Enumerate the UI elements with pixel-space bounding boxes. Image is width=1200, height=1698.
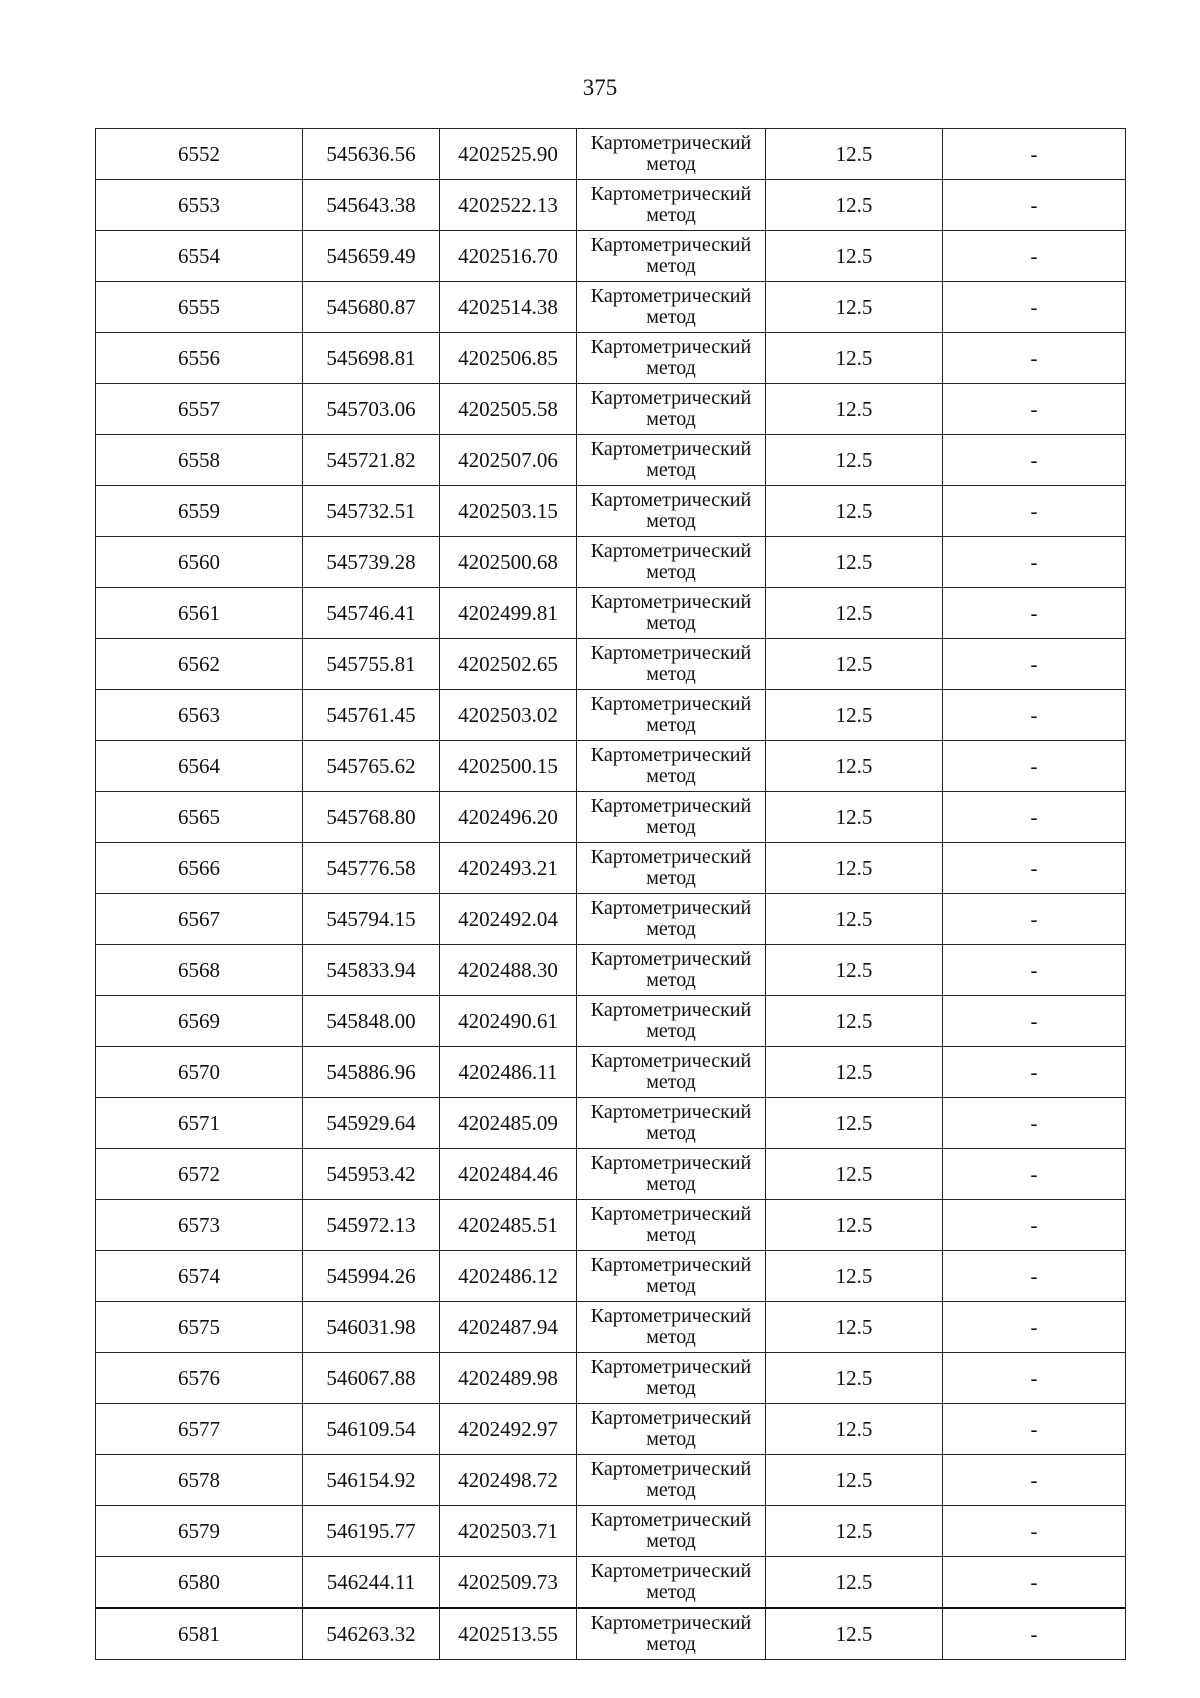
x-coordinate-cell: 545703.06 bbox=[303, 384, 440, 435]
point-id-cell: 6564 bbox=[96, 741, 303, 792]
method-line-2: метод bbox=[646, 1377, 696, 1399]
method-line-2: метод bbox=[646, 1581, 696, 1603]
method-line-2: метод bbox=[646, 1173, 696, 1195]
note-cell: - bbox=[943, 1506, 1126, 1557]
method-line-2: метод bbox=[646, 765, 696, 787]
note-cell: - bbox=[943, 1098, 1126, 1149]
y-coordinate-cell: 4202513.55 bbox=[440, 1608, 577, 1660]
table-row bbox=[96, 1608, 1126, 1660]
method-line-2: метод bbox=[646, 1224, 696, 1246]
x-coordinate-cell: 545848.00 bbox=[303, 996, 440, 1047]
method-line-1: Картометрический bbox=[590, 1509, 752, 1531]
method-line-2: метод bbox=[646, 1122, 696, 1144]
method-cell bbox=[577, 1200, 766, 1251]
method-line-2: метод bbox=[646, 867, 696, 889]
method-line-1: Картометрический bbox=[590, 744, 752, 766]
table-row bbox=[96, 1149, 1126, 1200]
method-line-2: метод bbox=[646, 255, 696, 277]
accuracy-cell: 12.5 bbox=[766, 129, 943, 180]
method-line-2: метод bbox=[646, 1071, 696, 1093]
accuracy-cell: 12.5 bbox=[766, 639, 943, 690]
method-cell bbox=[577, 129, 766, 180]
method-cell bbox=[577, 588, 766, 639]
method-line-2: метод bbox=[646, 816, 696, 838]
y-coordinate-cell: 4202514.38 bbox=[440, 282, 577, 333]
accuracy-cell: 12.5 bbox=[766, 1557, 943, 1609]
y-coordinate-cell: 4202485.51 bbox=[440, 1200, 577, 1251]
point-id-cell: 6572 bbox=[96, 1149, 303, 1200]
page-number: 375 bbox=[582, 75, 618, 100]
method-line-1: Картометрический bbox=[590, 489, 752, 511]
method-cell bbox=[577, 333, 766, 384]
x-coordinate-cell: 545721.82 bbox=[303, 435, 440, 486]
method-line-2: метод bbox=[646, 459, 696, 481]
method-line-2: метод bbox=[646, 510, 696, 532]
method-line-2: метод bbox=[646, 357, 696, 379]
accuracy-cell: 12.5 bbox=[766, 894, 943, 945]
point-id-cell: 6565 bbox=[96, 792, 303, 843]
method-line-2: метод bbox=[646, 918, 696, 940]
method-cell bbox=[577, 1557, 766, 1609]
table-row bbox=[96, 537, 1126, 588]
method-line-2: метод bbox=[646, 663, 696, 685]
method-line-2: метод bbox=[646, 1020, 696, 1042]
point-id-cell: 6570 bbox=[96, 1047, 303, 1098]
method-line-1: Картометрический bbox=[590, 1101, 752, 1123]
y-coordinate-cell: 4202503.15 bbox=[440, 486, 577, 537]
table-row bbox=[96, 1353, 1126, 1404]
method-cell bbox=[577, 1047, 766, 1098]
method-line-1: Картометрический bbox=[590, 948, 752, 970]
accuracy-cell: 12.5 bbox=[766, 1353, 943, 1404]
y-coordinate-cell: 4202498.72 bbox=[440, 1455, 577, 1506]
x-coordinate-cell: 545776.58 bbox=[303, 843, 440, 894]
x-coordinate-cell: 545739.28 bbox=[303, 537, 440, 588]
point-id-cell: 6576 bbox=[96, 1353, 303, 1404]
x-coordinate-cell: 545994.26 bbox=[303, 1251, 440, 1302]
point-id-cell: 6554 bbox=[96, 231, 303, 282]
point-id-cell: 6575 bbox=[96, 1302, 303, 1353]
method-line-2: метод bbox=[646, 408, 696, 430]
method-cell bbox=[577, 1149, 766, 1200]
accuracy-cell: 12.5 bbox=[766, 1608, 943, 1660]
method-cell bbox=[577, 180, 766, 231]
accuracy-cell: 12.5 bbox=[766, 1455, 943, 1506]
point-id-cell: 6567 bbox=[96, 894, 303, 945]
y-coordinate-cell: 4202509.73 bbox=[440, 1557, 577, 1609]
x-coordinate-cell: 545732.51 bbox=[303, 486, 440, 537]
accuracy-cell: 12.5 bbox=[766, 435, 943, 486]
x-coordinate-cell: 545929.64 bbox=[303, 1098, 440, 1149]
method-line-1: Картометрический bbox=[590, 132, 752, 154]
method-line-1: Картометрический bbox=[590, 693, 752, 715]
accuracy-cell: 12.5 bbox=[766, 1149, 943, 1200]
y-coordinate-cell: 4202522.13 bbox=[440, 180, 577, 231]
point-id-cell: 6555 bbox=[96, 282, 303, 333]
table-row bbox=[96, 945, 1126, 996]
accuracy-cell: 12.5 bbox=[766, 1200, 943, 1251]
method-line-1: Картометрический bbox=[590, 387, 752, 409]
accuracy-cell: 12.5 bbox=[766, 333, 943, 384]
method-line-1: Картометрический bbox=[590, 1203, 752, 1225]
table-row bbox=[96, 588, 1126, 639]
accuracy-cell: 12.5 bbox=[766, 843, 943, 894]
table-row bbox=[96, 996, 1126, 1047]
table-row bbox=[96, 1098, 1126, 1149]
point-id-cell: 6552 bbox=[96, 129, 303, 180]
method-line-2: метод bbox=[646, 1326, 696, 1348]
y-coordinate-cell: 4202489.98 bbox=[440, 1353, 577, 1404]
table-row bbox=[96, 690, 1126, 741]
method-cell bbox=[577, 1608, 766, 1660]
method-cell bbox=[577, 1404, 766, 1455]
y-coordinate-cell: 4202484.46 bbox=[440, 1149, 577, 1200]
method-cell bbox=[577, 945, 766, 996]
method-line-1: Картометрический bbox=[590, 1356, 752, 1378]
note-cell: - bbox=[943, 1404, 1126, 1455]
method-line-2: метод bbox=[646, 561, 696, 583]
x-coordinate-cell: 546263.32 bbox=[303, 1608, 440, 1660]
point-id-cell: 6571 bbox=[96, 1098, 303, 1149]
note-cell: - bbox=[943, 231, 1126, 282]
table-row bbox=[96, 486, 1126, 537]
note-cell: - bbox=[943, 1200, 1126, 1251]
point-id-cell: 6566 bbox=[96, 843, 303, 894]
x-coordinate-cell: 546154.92 bbox=[303, 1455, 440, 1506]
y-coordinate-cell: 4202492.04 bbox=[440, 894, 577, 945]
note-cell: - bbox=[943, 1455, 1126, 1506]
method-cell bbox=[577, 996, 766, 1047]
x-coordinate-cell: 546195.77 bbox=[303, 1506, 440, 1557]
y-coordinate-cell: 4202500.68 bbox=[440, 537, 577, 588]
table-row bbox=[96, 843, 1126, 894]
method-line-1: Картометрический bbox=[590, 1458, 752, 1480]
method-line-1: Картометрический bbox=[590, 234, 752, 256]
x-coordinate-cell: 545765.62 bbox=[303, 741, 440, 792]
accuracy-cell: 12.5 bbox=[766, 1404, 943, 1455]
point-id-cell: 6573 bbox=[96, 1200, 303, 1251]
method-cell bbox=[577, 639, 766, 690]
point-id-cell: 6553 bbox=[96, 180, 303, 231]
note-cell: - bbox=[943, 894, 1126, 945]
method-line-1: Картометрический bbox=[590, 438, 752, 460]
method-cell bbox=[577, 384, 766, 435]
accuracy-cell: 12.5 bbox=[766, 384, 943, 435]
table-row bbox=[96, 1455, 1126, 1506]
method-line-2: метод bbox=[646, 153, 696, 175]
point-id-cell: 6563 bbox=[96, 690, 303, 741]
method-cell bbox=[577, 1455, 766, 1506]
note-cell: - bbox=[943, 1251, 1126, 1302]
method-line-1: Картометрический bbox=[590, 1305, 752, 1327]
method-cell bbox=[577, 435, 766, 486]
method-line-2: метод bbox=[646, 306, 696, 328]
method-line-1: Картометрический bbox=[590, 897, 752, 919]
point-id-cell: 6556 bbox=[96, 333, 303, 384]
table-row bbox=[96, 231, 1126, 282]
point-id-cell: 6581 bbox=[96, 1608, 303, 1660]
note-cell: - bbox=[943, 282, 1126, 333]
point-id-cell: 6561 bbox=[96, 588, 303, 639]
point-id-cell: 6562 bbox=[96, 639, 303, 690]
note-cell: - bbox=[943, 486, 1126, 537]
table-row bbox=[96, 1200, 1126, 1251]
y-coordinate-cell: 4202488.30 bbox=[440, 945, 577, 996]
point-id-cell: 6569 bbox=[96, 996, 303, 1047]
table-row bbox=[96, 1302, 1126, 1353]
method-line-1: Картометрический bbox=[590, 1254, 752, 1276]
note-cell: - bbox=[943, 996, 1126, 1047]
y-coordinate-cell: 4202503.02 bbox=[440, 690, 577, 741]
y-coordinate-cell: 4202525.90 bbox=[440, 129, 577, 180]
note-cell: - bbox=[943, 741, 1126, 792]
method-cell bbox=[577, 486, 766, 537]
x-coordinate-cell: 545972.13 bbox=[303, 1200, 440, 1251]
method-line-2: метод bbox=[646, 969, 696, 991]
method-cell bbox=[577, 1098, 766, 1149]
method-cell bbox=[577, 1302, 766, 1353]
table-row bbox=[96, 1251, 1126, 1302]
method-line-2: метод bbox=[646, 1428, 696, 1450]
accuracy-cell: 12.5 bbox=[766, 588, 943, 639]
table-row bbox=[96, 180, 1126, 231]
table-row bbox=[96, 894, 1126, 945]
x-coordinate-cell: 545636.56 bbox=[303, 129, 440, 180]
y-coordinate-cell: 4202486.11 bbox=[440, 1047, 577, 1098]
point-id-cell: 6558 bbox=[96, 435, 303, 486]
coordinates-table bbox=[95, 128, 1126, 1660]
y-coordinate-cell: 4202492.97 bbox=[440, 1404, 577, 1455]
method-line-1: Картометрический bbox=[590, 1050, 752, 1072]
method-line-1: Картометрический bbox=[590, 1152, 752, 1174]
y-coordinate-cell: 4202502.65 bbox=[440, 639, 577, 690]
x-coordinate-cell: 545833.94 bbox=[303, 945, 440, 996]
table-row bbox=[96, 639, 1126, 690]
x-coordinate-cell: 545659.49 bbox=[303, 231, 440, 282]
point-id-cell: 6560 bbox=[96, 537, 303, 588]
y-coordinate-cell: 4202503.71 bbox=[440, 1506, 577, 1557]
note-cell: - bbox=[943, 333, 1126, 384]
point-id-cell: 6578 bbox=[96, 1455, 303, 1506]
y-coordinate-cell: 4202499.81 bbox=[440, 588, 577, 639]
y-coordinate-cell: 4202485.09 bbox=[440, 1098, 577, 1149]
note-cell: - bbox=[943, 1302, 1126, 1353]
y-coordinate-cell: 4202507.06 bbox=[440, 435, 577, 486]
table-row bbox=[96, 1506, 1126, 1557]
x-coordinate-cell: 546067.88 bbox=[303, 1353, 440, 1404]
point-id-cell: 6579 bbox=[96, 1506, 303, 1557]
note-cell: - bbox=[943, 384, 1126, 435]
method-line-1: Картометрический bbox=[590, 540, 752, 562]
note-cell: - bbox=[943, 690, 1126, 741]
accuracy-cell: 12.5 bbox=[766, 1506, 943, 1557]
point-id-cell: 6574 bbox=[96, 1251, 303, 1302]
accuracy-cell: 12.5 bbox=[766, 537, 943, 588]
method-cell bbox=[577, 282, 766, 333]
note-cell: - bbox=[943, 639, 1126, 690]
note-cell: - bbox=[943, 843, 1126, 894]
accuracy-cell: 12.5 bbox=[766, 996, 943, 1047]
note-cell: - bbox=[943, 792, 1126, 843]
table-row bbox=[96, 384, 1126, 435]
note-cell: - bbox=[943, 180, 1126, 231]
x-coordinate-cell: 546109.54 bbox=[303, 1404, 440, 1455]
accuracy-cell: 12.5 bbox=[766, 180, 943, 231]
accuracy-cell: 12.5 bbox=[766, 690, 943, 741]
y-coordinate-cell: 4202487.94 bbox=[440, 1302, 577, 1353]
x-coordinate-cell: 545794.15 bbox=[303, 894, 440, 945]
method-line-1: Картометрический bbox=[590, 183, 752, 205]
point-id-cell: 6568 bbox=[96, 945, 303, 996]
x-coordinate-cell: 545680.87 bbox=[303, 282, 440, 333]
method-cell bbox=[577, 537, 766, 588]
accuracy-cell: 12.5 bbox=[766, 486, 943, 537]
note-cell: - bbox=[943, 537, 1126, 588]
table-row bbox=[96, 1557, 1126, 1609]
point-id-cell: 6557 bbox=[96, 384, 303, 435]
point-id-cell: 6577 bbox=[96, 1404, 303, 1455]
y-coordinate-cell: 4202516.70 bbox=[440, 231, 577, 282]
y-coordinate-cell: 4202496.20 bbox=[440, 792, 577, 843]
note-cell: - bbox=[943, 1557, 1126, 1609]
table-row bbox=[96, 741, 1126, 792]
method-cell bbox=[577, 1353, 766, 1404]
x-coordinate-cell: 545746.41 bbox=[303, 588, 440, 639]
point-id-cell: 6580 bbox=[96, 1557, 303, 1609]
y-coordinate-cell: 4202500.15 bbox=[440, 741, 577, 792]
x-coordinate-cell: 545953.42 bbox=[303, 1149, 440, 1200]
method-line-1: Картометрический bbox=[590, 1612, 752, 1634]
method-line-1: Картометрический bbox=[590, 285, 752, 307]
table-row bbox=[96, 435, 1126, 486]
method-line-1: Картометрический bbox=[590, 642, 752, 664]
method-cell bbox=[577, 1251, 766, 1302]
method-line-1: Картометрический bbox=[590, 336, 752, 358]
method-line-2: метод bbox=[646, 1479, 696, 1501]
method-cell bbox=[577, 792, 766, 843]
accuracy-cell: 12.5 bbox=[766, 741, 943, 792]
accuracy-cell: 12.5 bbox=[766, 1302, 943, 1353]
x-coordinate-cell: 545761.45 bbox=[303, 690, 440, 741]
table-row bbox=[96, 129, 1126, 180]
table-row bbox=[96, 333, 1126, 384]
accuracy-cell: 12.5 bbox=[766, 231, 943, 282]
accuracy-cell: 12.5 bbox=[766, 1251, 943, 1302]
method-line-2: метод bbox=[646, 714, 696, 736]
accuracy-cell: 12.5 bbox=[766, 1047, 943, 1098]
table-row bbox=[96, 792, 1126, 843]
note-cell: - bbox=[943, 945, 1126, 996]
point-id-cell: 6559 bbox=[96, 486, 303, 537]
note-cell: - bbox=[943, 1353, 1126, 1404]
accuracy-cell: 12.5 bbox=[766, 282, 943, 333]
x-coordinate-cell: 545768.80 bbox=[303, 792, 440, 843]
x-coordinate-cell: 546031.98 bbox=[303, 1302, 440, 1353]
method-line-1: Картометрический bbox=[590, 846, 752, 868]
method-cell bbox=[577, 741, 766, 792]
y-coordinate-cell: 4202493.21 bbox=[440, 843, 577, 894]
y-coordinate-cell: 4202506.85 bbox=[440, 333, 577, 384]
y-coordinate-cell: 4202490.61 bbox=[440, 996, 577, 1047]
method-line-1: Картометрический bbox=[590, 1560, 752, 1582]
method-cell bbox=[577, 231, 766, 282]
coordinates-table-body bbox=[96, 129, 1126, 1660]
note-cell: - bbox=[943, 435, 1126, 486]
note-cell: - bbox=[943, 1149, 1126, 1200]
note-cell: - bbox=[943, 588, 1126, 639]
accuracy-cell: 12.5 bbox=[766, 1098, 943, 1149]
method-line-2: метод bbox=[646, 204, 696, 226]
method-line-1: Картометрический bbox=[590, 591, 752, 613]
accuracy-cell: 12.5 bbox=[766, 792, 943, 843]
table-row bbox=[96, 1404, 1126, 1455]
method-line-2: метод bbox=[646, 1530, 696, 1552]
method-cell bbox=[577, 843, 766, 894]
method-cell bbox=[577, 690, 766, 741]
x-coordinate-cell: 545886.96 bbox=[303, 1047, 440, 1098]
y-coordinate-cell: 4202505.58 bbox=[440, 384, 577, 435]
x-coordinate-cell: 546244.11 bbox=[303, 1557, 440, 1609]
x-coordinate-cell: 545643.38 bbox=[303, 180, 440, 231]
accuracy-cell: 12.5 bbox=[766, 945, 943, 996]
table-row bbox=[96, 1047, 1126, 1098]
table-row bbox=[96, 282, 1126, 333]
method-line-2: метод bbox=[646, 1275, 696, 1297]
x-coordinate-cell: 545698.81 bbox=[303, 333, 440, 384]
note-cell: - bbox=[943, 1047, 1126, 1098]
method-cell bbox=[577, 894, 766, 945]
method-line-1: Картометрический bbox=[590, 999, 752, 1021]
note-cell: - bbox=[943, 1608, 1126, 1660]
method-cell bbox=[577, 1506, 766, 1557]
method-line-1: Картометрический bbox=[590, 1407, 752, 1429]
method-line-2: метод bbox=[646, 612, 696, 634]
method-line-2: метод bbox=[646, 1633, 696, 1655]
method-line-1: Картометрический bbox=[590, 795, 752, 817]
note-cell: - bbox=[943, 129, 1126, 180]
y-coordinate-cell: 4202486.12 bbox=[440, 1251, 577, 1302]
x-coordinate-cell: 545755.81 bbox=[303, 639, 440, 690]
